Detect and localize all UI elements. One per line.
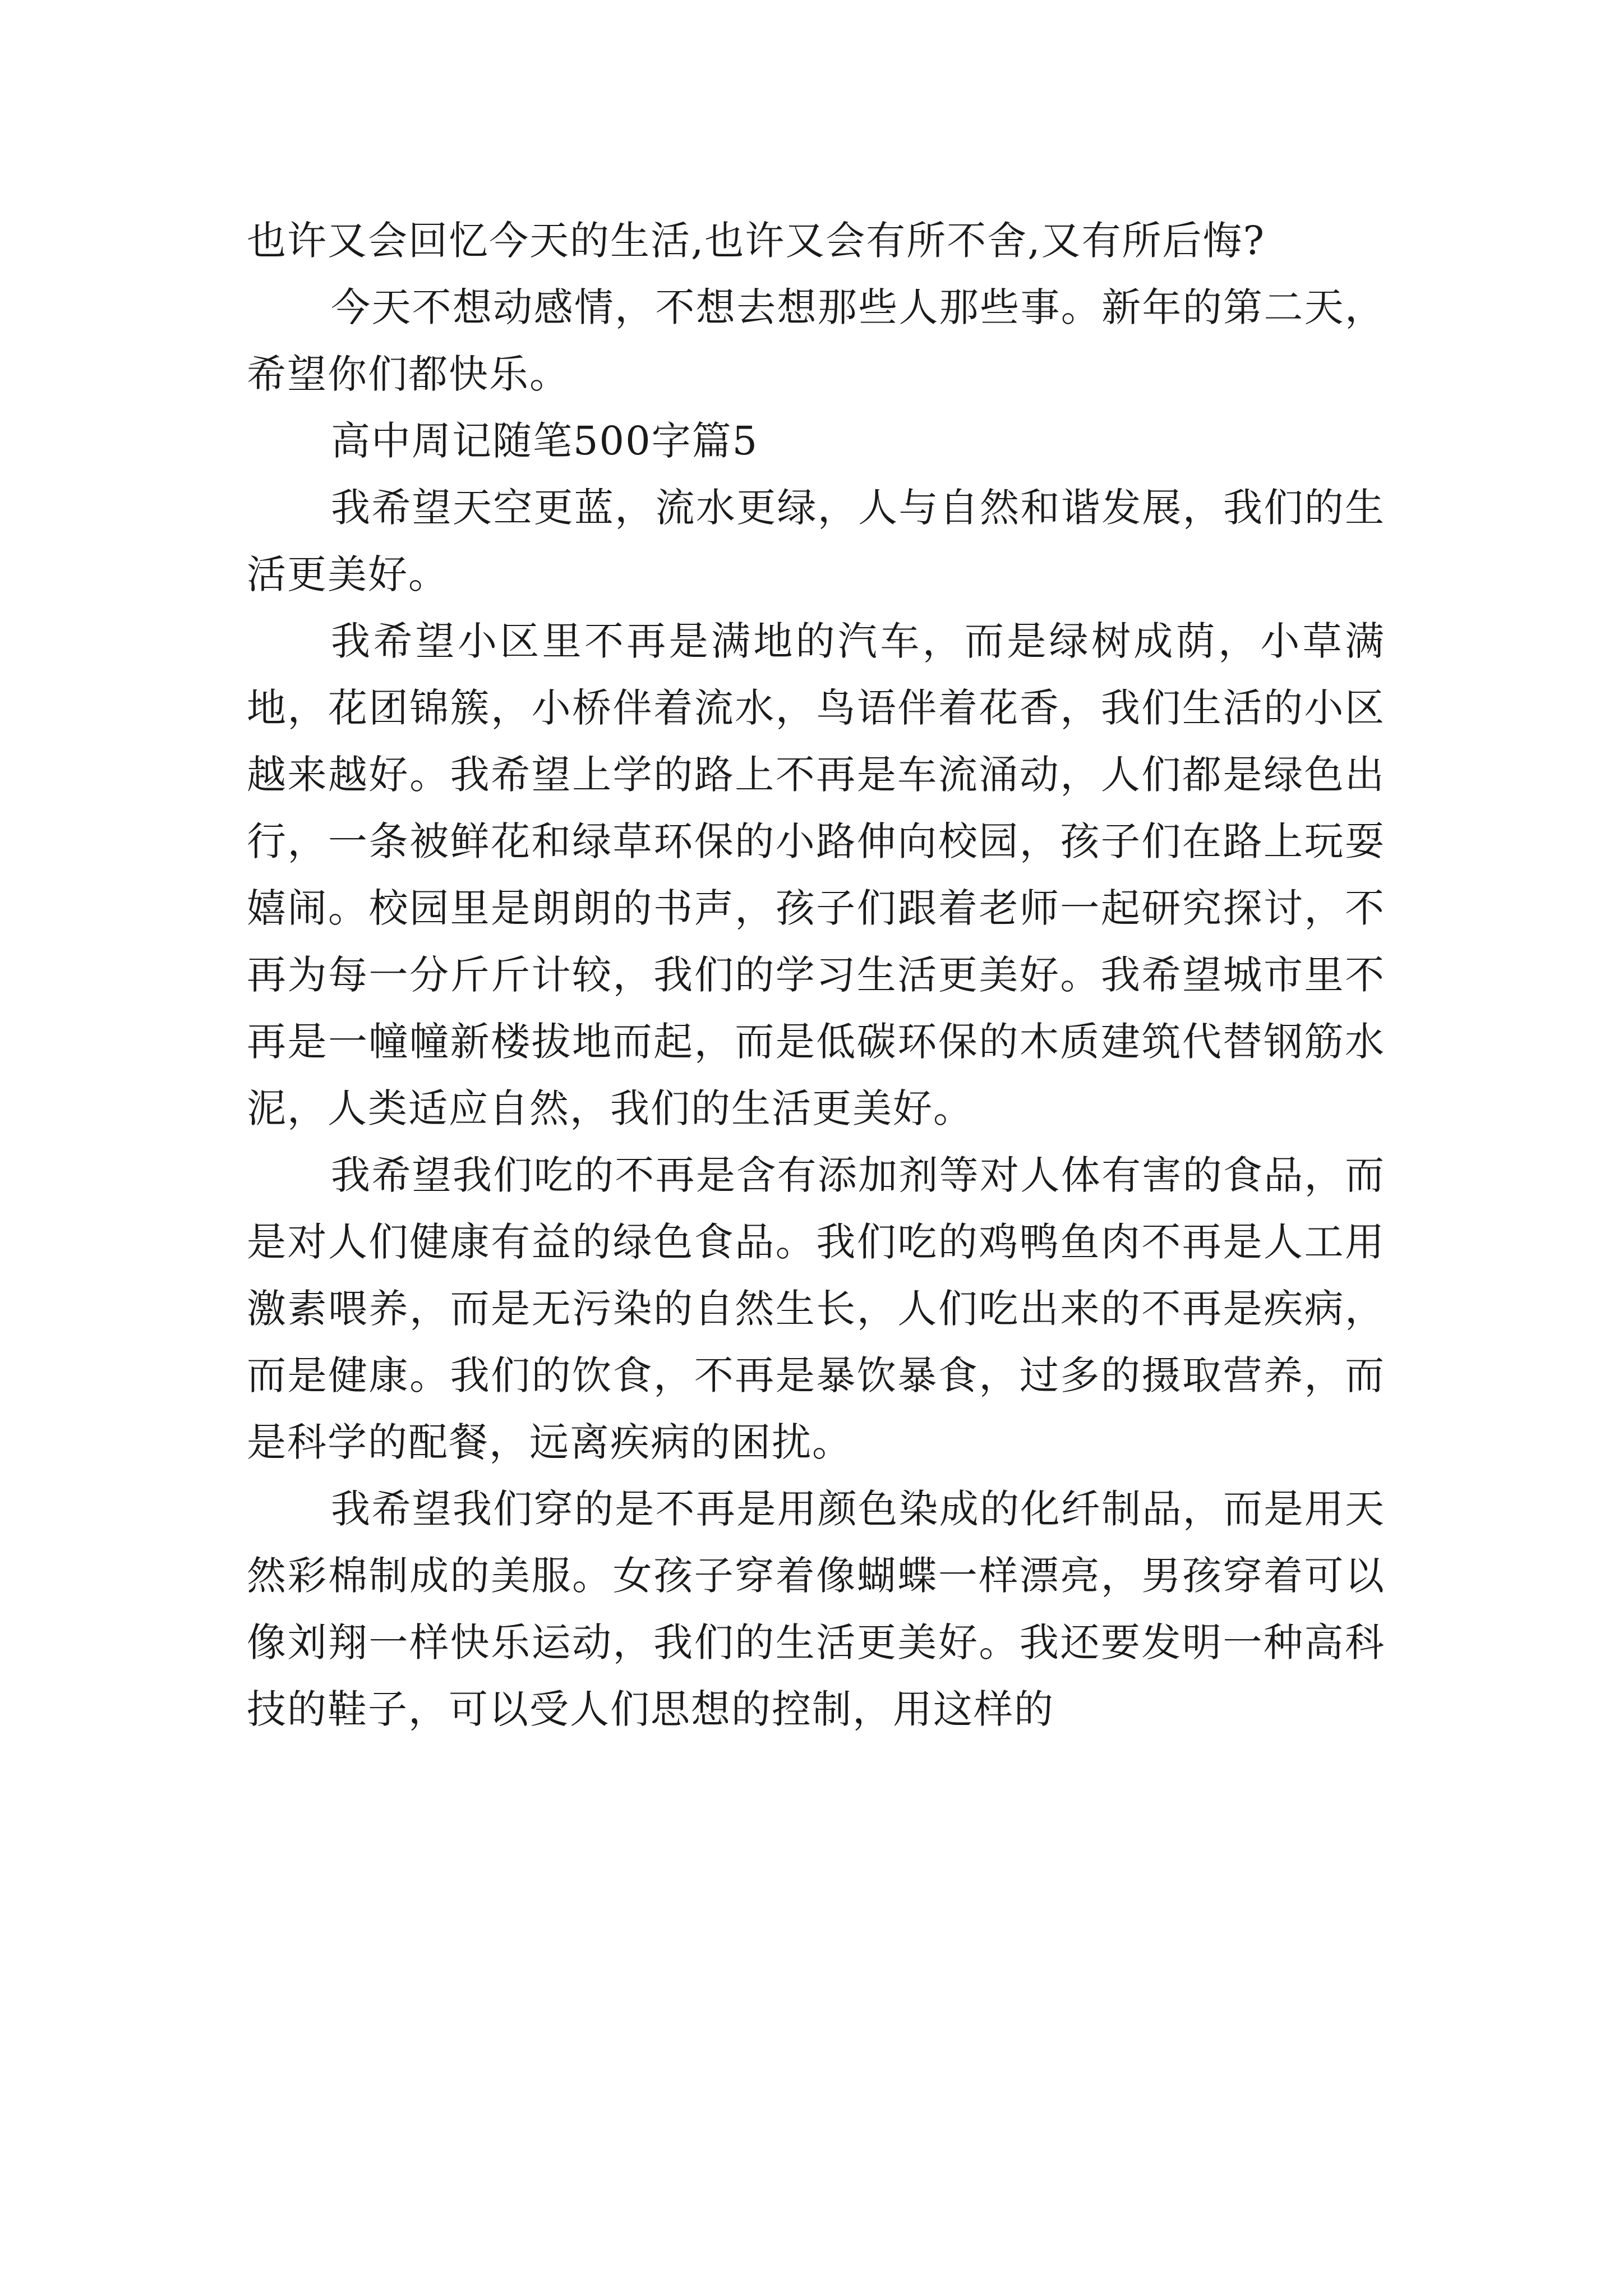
paragraph: 我希望我们穿的是不再是用颜色染成的化纤制品，而是用天然彩棉制成的美服。女孩子穿着像蝴蝶一样漂亮，男孩穿着可以像刘翔一样快乐运动，我们的生活更美好。我还要发明一种高科技的鞋子，可以受人们思想的控制，用这样的	[247, 1486, 1385, 1732]
paragraph-continued: 也许又会回忆今天的生活,也许又会有所不舍,又有所后悔?	[247, 218, 1266, 264]
body-text	[247, 208, 1385, 1743]
paragraph: 今天不想动感情，不想去想那些人那些事。新年的第二天，希望你们都快乐。	[247, 284, 1385, 397]
section-heading: 高中周记随笔500字篇5	[331, 418, 759, 464]
paragraph: 我希望我们吃的不再是含有添加剂等对人体有害的食品，而是对人们健康有益的绿色食品。我们吃的鸡鸭鱼肉不再是人工用激素喂养，而是无污染的自然生长，人们吃出来的不再是疾病，而是健康。我们的饮食，不再是暴饮暴食，过多的摄取营养，而是科学的配餐，远离疾病的困扰。	[247, 1152, 1385, 1465]
paragraph: 我希望小区里不再是满地的汽车，而是绿树成荫，小草满地，花团锦簇，小桥伴着流水，鸟语伴着花香，我们生活的小区越来越好。我希望上学的路上不再是车流涌动，人们都是绿色出行，一条被鲜花和绿草环保的小路伸向校园，孩子们在路上玩耍嬉闹。校园里是朗朗的书声，孩子们跟着老师一起研究探讨，不再为每一分斤斤计较，我们的学习生活更美好。我希望城市里不再是一幢幢新楼拔地而起，而是低碳环保的木质建筑代替钢筋水泥，人类适应自然，我们的生活更美好。	[247, 618, 1385, 1131]
paragraph: 我希望天空更蓝，流水更绿，人与自然和谐发展，我们的生活更美好。	[247, 485, 1385, 597]
